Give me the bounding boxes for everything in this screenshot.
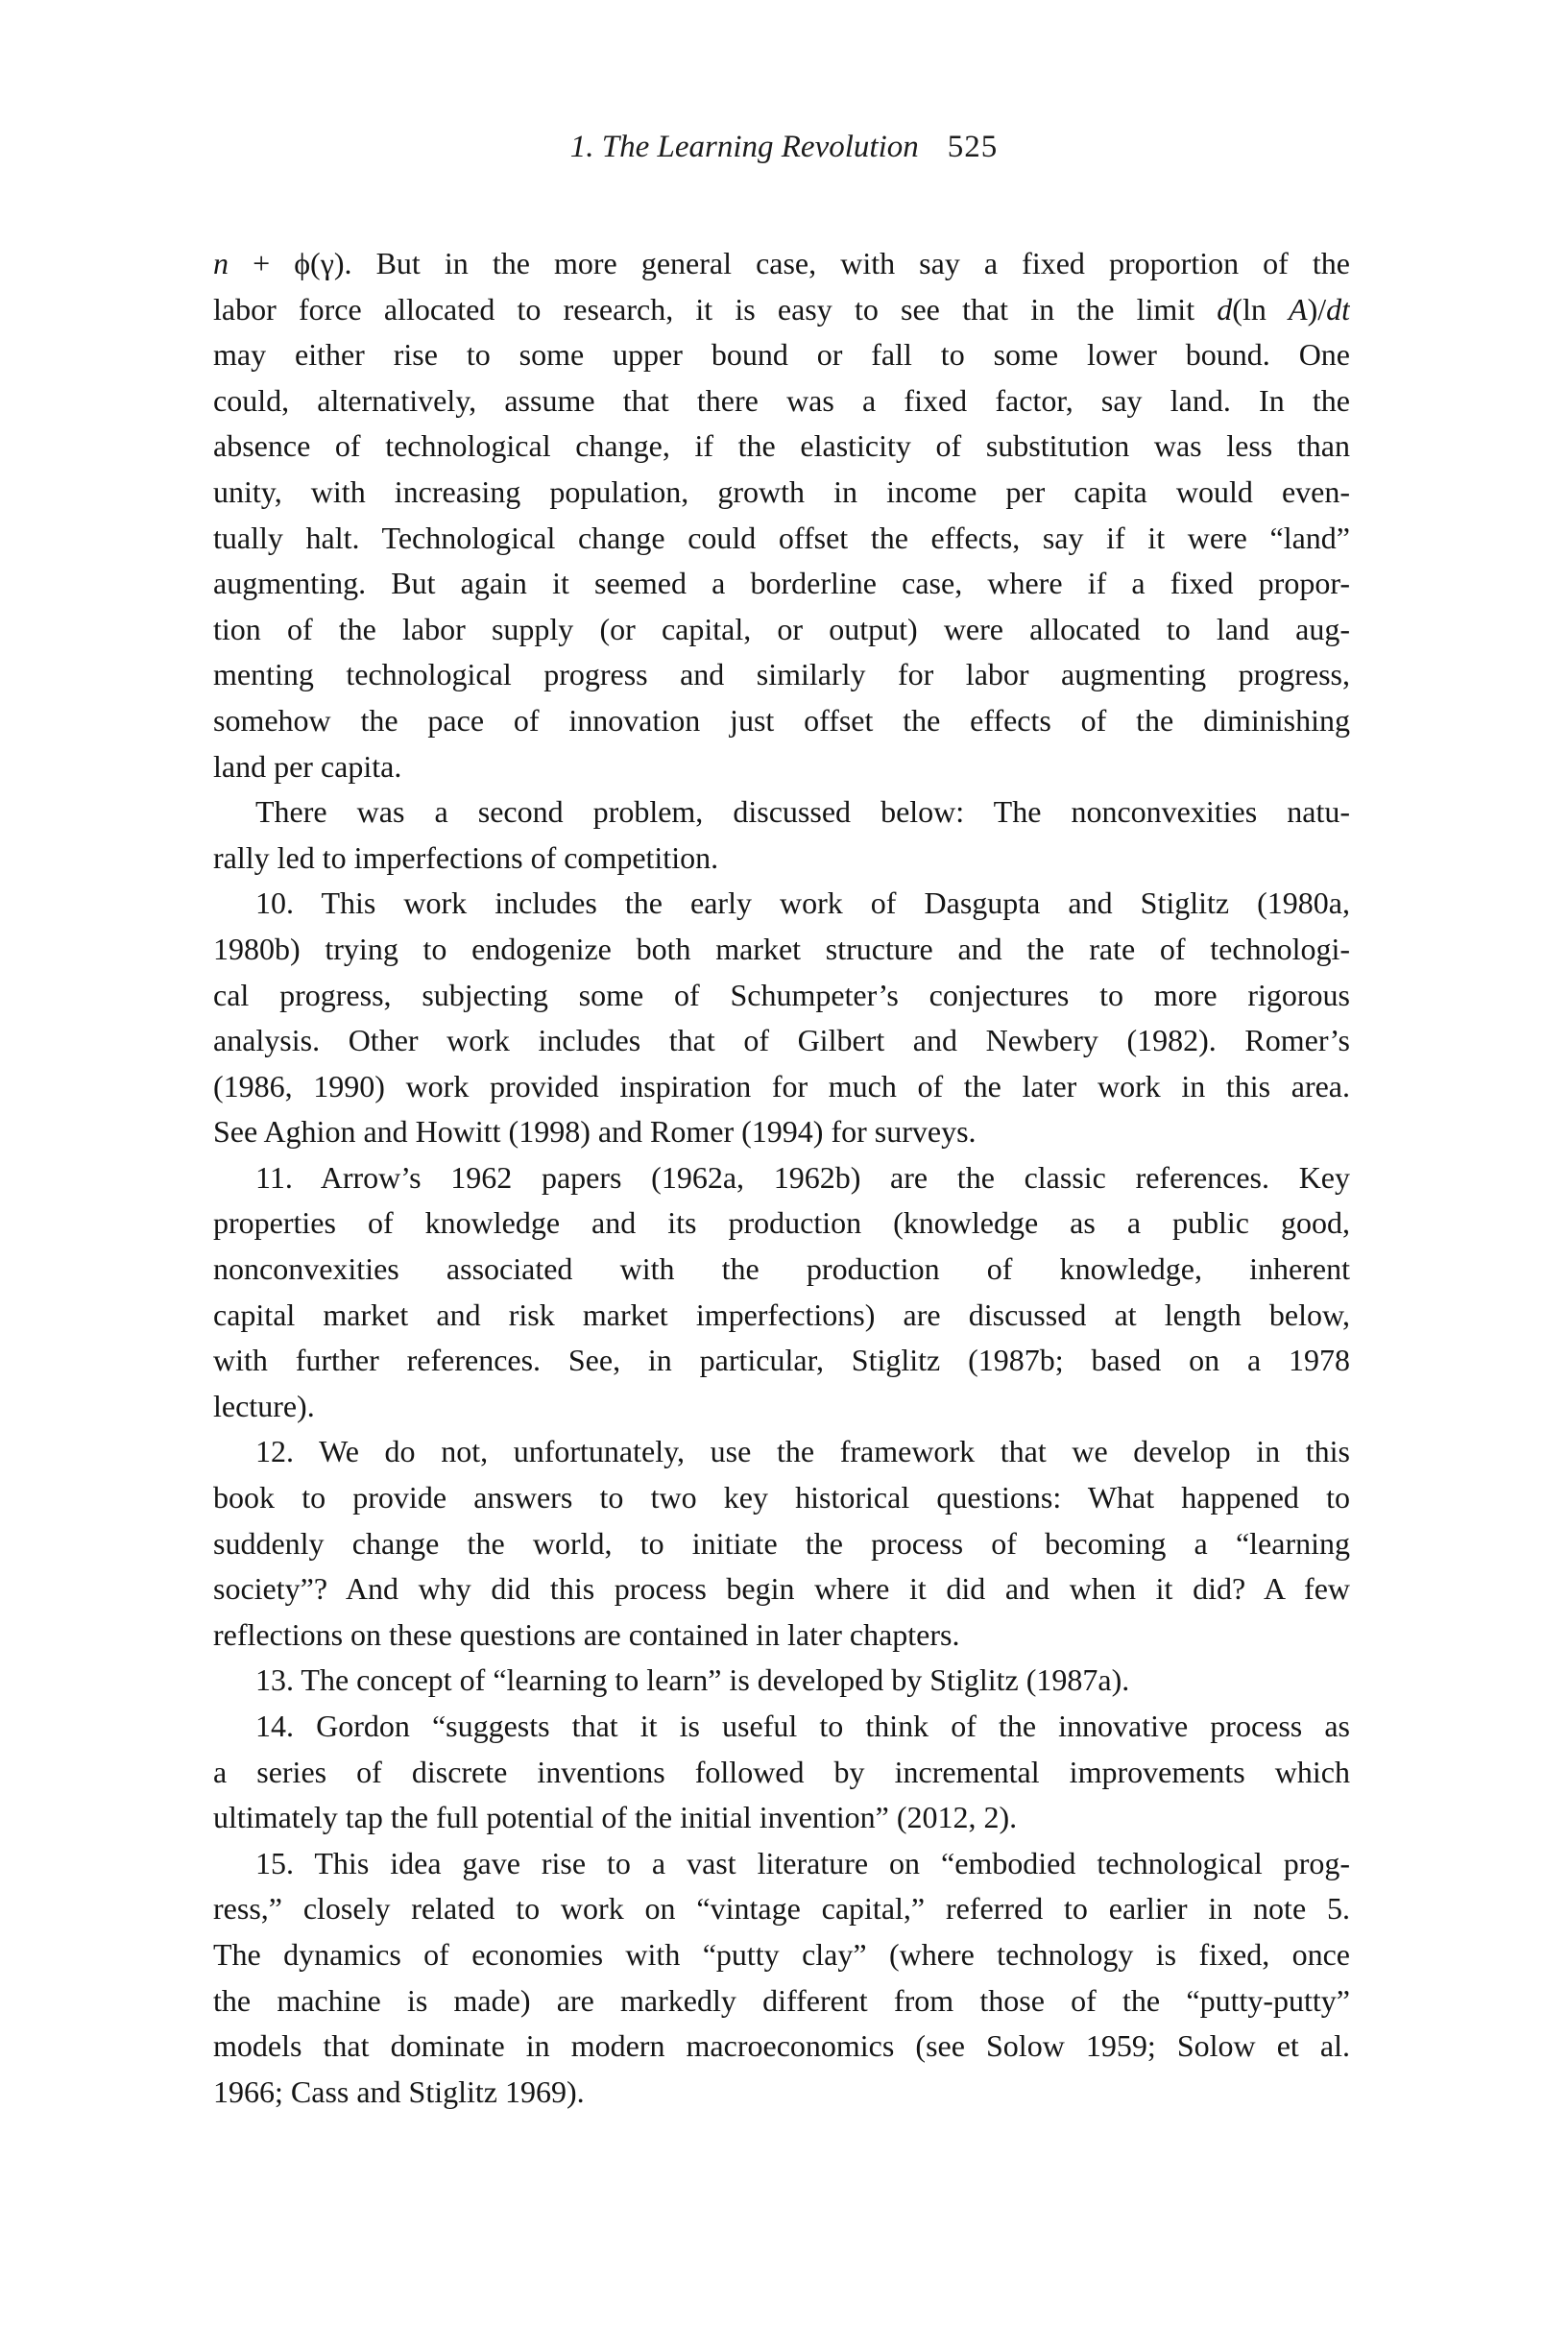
running-head bbox=[0, 128, 1568, 166]
text-line: 15. This idea gave rise to a vast literature on “embodied technological prog- bbox=[255, 1845, 1350, 1880]
text-line: a series of discrete inventions followed by incremental improvements which bbox=[213, 1754, 1350, 1789]
text-line: ultimately tap the full potential of the initial invention” (2012, 2). bbox=[213, 1800, 1018, 1835]
text-line: suddenly change the world, to initiate the process of becoming a “learning bbox=[213, 1525, 1350, 1561]
page-number: 525 bbox=[947, 130, 999, 164]
text-line: There was a second problem, discussed below: The nonconvexities natu- bbox=[255, 794, 1350, 830]
text-line: labor force allocated to research, it is easy to see that in the limit d(ln A)/dt bbox=[213, 291, 1350, 327]
text-line: 13. The concept of “learning to learn” is developed by Stiglitz (1987a). bbox=[255, 1662, 1130, 1698]
text-line: 1980b) trying to endogenize both market structure and the rate of technologi- bbox=[213, 931, 1350, 966]
text-line: capital market and risk market imperfections) are discussed at length below, bbox=[213, 1297, 1350, 1332]
chapter-title: 1. The Learning Revolution bbox=[569, 130, 919, 164]
text-line: 11. Arrow’s 1962 papers (1962a, 1962b) are the classic references. Key bbox=[255, 1159, 1350, 1195]
text-line: somehow the pace of innovation just offset the effects of the diminishing bbox=[213, 702, 1350, 738]
text-line: absence of technological change, if the elasticity of substitution was less than bbox=[213, 428, 1350, 464]
text-line: (1986, 1990) work provided inspiration for much of the later work in this area. bbox=[213, 1068, 1350, 1103]
text-line: book to provide answers to two key historical questions: What happened to bbox=[213, 1480, 1350, 1515]
text-line: lecture). bbox=[213, 1388, 315, 1423]
text-line: society”? And why did this process begin where it did and when it did? A few bbox=[213, 1571, 1350, 1607]
text-line: rally led to imperfections of competition. bbox=[213, 839, 719, 875]
text-line: the machine is made) are markedly different from those of the “putty-putty” bbox=[213, 1982, 1350, 2018]
text-line: 14. Gordon “suggests that it is useful to think of the innovative process as bbox=[255, 1709, 1350, 1743]
text-line: land per capita. bbox=[213, 748, 402, 784]
text-line: could, alternatively, assume that there was a fixed factor, say land. In the bbox=[213, 382, 1350, 418]
text-line: 1966; Cass and Stiglitz 1969). bbox=[213, 2073, 585, 2109]
text-line: nonconvexities associated with the production of knowledge, inherent bbox=[213, 1251, 1350, 1287]
text-block bbox=[213, 241, 1350, 2115]
text-line: tually halt. Technological change could offset the effects, say if it were “land” bbox=[213, 520, 1350, 555]
text-line: analysis. Other work includes that of Gilbert and Newbery (1982). Romer’s bbox=[213, 1023, 1350, 1058]
text-line: unity, with increasing population, growth in income per capita would even- bbox=[213, 473, 1350, 509]
text-line: augmenting. But again it seemed a borderline case, where if a fixed propor- bbox=[213, 566, 1350, 601]
text-line: cal progress, subjecting some of Schumpeter’s conjectures to more rigorous bbox=[213, 977, 1350, 1012]
text-line: The dynamics of economies with “putty clay” (where technology is fixed, once bbox=[213, 1936, 1350, 1972]
text-line: menting technological progress and similarly for labor augmenting progress, bbox=[213, 657, 1350, 692]
text-line: may either rise to some upper bound or fall to some lower bound. One bbox=[213, 337, 1350, 373]
text-line: 10. This work includes the early work of Dasgupta and Stiglitz (1980a, bbox=[255, 885, 1350, 921]
text-line: properties of knowledge and its production (knowledge as a public good, bbox=[213, 1205, 1350, 1241]
text-line: models that dominate in modern macroeconomics (see Solow 1959; Solow et al. bbox=[213, 2028, 1350, 2064]
text-line: ress,” closely related to work on “vintage capital,” referred to earlier in note 5. bbox=[213, 1891, 1350, 1927]
text-line: n + ϕ(γ). But in the more general case, with say a fixed proportion of the bbox=[213, 246, 1350, 280]
text-line: 12. We do not, unfortunately, use the framework that we develop in this bbox=[255, 1434, 1350, 1469]
text-line: See Aghion and Howitt (1998) and Romer (1994) for surveys. bbox=[213, 1114, 977, 1150]
text-line: reflections on these questions are contained in later chapters. bbox=[213, 1616, 960, 1652]
text-line: with further references. See, in particular, Stiglitz (1987b; based on a 1978 bbox=[213, 1343, 1350, 1378]
text-line: tion of the labor supply (or capital, or output) were allocated to land aug- bbox=[213, 611, 1350, 646]
